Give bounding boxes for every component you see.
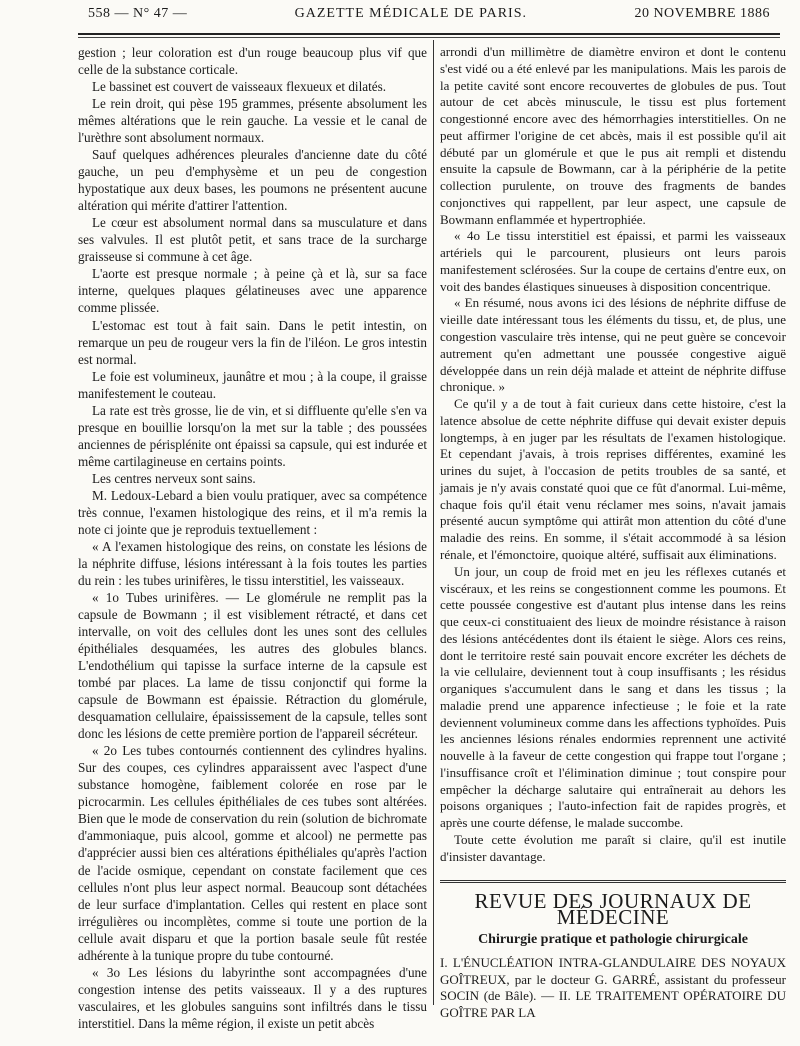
paragraph: « 4o Le tissu interstitiel est épaissi, et parmi les vaisseaux artériels qui le parcourent, plusieurs ont leurs parois manifestement sclérosées. Sur la coupe de certains d'entre eux, on voit des bandes élastiques sinueuses à disposition concentrique. — [440, 228, 786, 294]
left-column — [78, 44, 427, 1032]
issue-date: 20 NOVEMBRE 1886 — [634, 6, 770, 21]
column-divider — [433, 40, 434, 1005]
paragraph: L'aorte est presque normale ; à peine çà et là, sur sa face interne, quelques plaques gélatineuses avec une apparence comme plissée. — [78, 266, 427, 316]
paragraph: gestion ; leur coloration est d'un rouge beaucoup plus vif que celle de la substance corticale. — [78, 45, 427, 78]
paragraph: Le bassinet est couvert de vaisseaux flexueux et dilatés. — [92, 79, 387, 95]
section-title: REVUE DES JOURNAUX DE MÉDECINE — [474, 888, 752, 930]
paragraph: « 1o Tubes urinifères. — Le glomérule ne remplit pas la capsule de Bowmann ; il est visiblement rétracté, et dans cet intervalle, on voit des cellules dont les unes sont des cellules épithéliales desquamées, les autres des globules blancs. L'endothélium qui tapisse la surface interne de la capsule est tombé par places. La lame de tissu conjonctif qui forme la capsule de Bowmann est épaissie. Rétraction du glomérule, desquamation cellulaire, épaississement de la capsule, telles sont donc les lésions de cette première portion de l'appareil sécréteur. — [78, 590, 427, 742]
paragraph: Le cœur est absolument normal dans sa musculature et dans ses valvules. Il est plutôt petit, et sans trace de la surcharge graisseuse si commune à cet âge. — [78, 215, 427, 265]
paragraph: « A l'examen histologique des reins, on constate les lésions de la néphrite diffuse, lésions intéressant à la fois toutes les parties du rein : les tubes urinifères, le tissu interstitiel, les vaisseaux. — [78, 538, 427, 588]
header-rule-thin — [78, 37, 780, 38]
page-header — [88, 6, 770, 28]
paragraph: « 3o Les lésions du labyrinthe sont accompagnées d'une congestion intense des petits vaisseaux. Il y a des ruptures vasculaires, et les globules sanguins sont infiltrés dans le tissu interstitiel. Dans la même région, il existe un petit abcès — [78, 964, 427, 1031]
paragraph: Le rein droit, qui pèse 195 grammes, présente absolument les mêmes altérations que le rein gauche. La vessie et le canal de l'urèthre sont absolument normaux. — [78, 96, 427, 146]
section-subtitle: Chirurgie pratique et pathologie chirurgicale — [478, 932, 748, 948]
paragraph: M. Ledoux-Lebard a bien voulu pratiquer, avec sa compétence très connue, l'examen histologique des reins, et il m'a remis la note ci jointe que je reproduis textuellement : — [78, 487, 427, 537]
header-rule — [78, 33, 780, 35]
paragraph: L'estomac est tout à fait sain. Dans le petit intestin, on remarque un peu de rougeur vers la fin de l'iléon. Le gros intestin est normal. — [78, 317, 427, 367]
paragraph: Les centres nerveux sont sains. — [92, 470, 256, 486]
paragraph: « En résumé, nous avons ici des lésions de néphrite diffuse de vieille date intéressant tous les éléments du tissu, et, de plus, une congestion vasculaire très intense, qui ne peut guère se concevoir autrement qu'en admettant une poussée congestive aiguë développée dans un rein déjà malade et atteint de néphrite diffuse chronique. » — [440, 295, 786, 395]
paragraph: Sauf quelques adhérences pleurales d'ancienne date du côté gauche, un peu d'emphysème et un peu de congestion hypostatique aux deux bases, les poumons ne présentent aucune altération qui mérite d'attirer l'attention. — [78, 147, 427, 214]
right-column — [440, 44, 786, 1022]
section-separator — [440, 880, 786, 883]
paragraph: Le foie est volumineux, jaunâtre et mou ; à la coupe, il graisse manifestement le couteau. — [78, 368, 427, 401]
page-number: 558 — N° 47 — — [88, 6, 188, 21]
paragraph: arrondi d'un millimètre de diamètre environ et dont le contenu s'est vidé ou a été enlevé par les manipulations. Mais les parois de la petite cavité sont encore recouvertes de globules de pus. Tout autour de cet abcès minuscule, le tissu est plus fortement congestionné encore avec des hémorrhagies interstitielles. On ne peut affirmer l'origine de cet abcès, mais il est possible qu'il ait débuté par un glomérule et que le pus ait rempli et distendu ensuite la capsule de Bowmann, car à la périphérie de la petite collection purulente, on trouve des fragments de bandes conjonctives qui rappellent, par leur aspect, une capsule de Bowmann enflammée et hypertrophiée. — [440, 44, 786, 227]
journal-title: GAZETTE MÉDICALE DE PARIS. — [294, 6, 528, 21]
paragraph: Ce qu'il y a de tout à fait curieux dans cette histoire, c'est la latence absolue de cette néphrite diffuse qui devait exister depuis longtemps, à en juger par les résultats de l'examen histologique. Et cependant j'avais, à trois reprises différentes, examiné les urines du sujet, à l'occasion de petits troubles de sa santé, et jamais je n'y avais constaté quoi que ce fût d'anormal. Lui-même, chaque fois qu'il était venu réclamer mes soins, n'avait jamais présenté aucun symptôme qui attirât mon attention du côté d'une maladie des reins. En somme, il s'était accommodé à sa lésion rénale, et l'émonctoire, quoique altéré, suffisait aux éliminations. — [440, 396, 786, 562]
review-entry: I. L'ÉNUCLÉATION INTRA-GLANDULAIRE DES NOYAUX GOÎTREUX, par le docteur G. GARRÉ, assistant du professeur SOCIN (de Bâle). — II. LE TRAITEMENT OPÉRATOIRE DU GOÎTRE PAR LA — [440, 954, 786, 1021]
paragraph: La rate est très grosse, lie de vin, et si diffluente qu'elle s'en va presque en bouillie lorsqu'on la met sur la table ; des poussées anciennes de périsplénite ont épaissi sa capsule, qui est indurée et même cartilagineuse en certains points. — [78, 402, 427, 469]
paragraph: Un jour, un coup de froid met en jeu les réflexes cutanés et viscéraux, et les reins se congestionnent comme les poumons. Et cette poussée congestive est d'autant plus intense dans les reins que ceux-ci constituaient des lieux de moindre résistance à raison des lésions antécédentes dont ils étaient le siège. Alors ces reins, dont le territoire resté sain pouvait encore excréter les déchets de la vie cellulaire, deviennent tout à coup insuffisants ; les résidus organiques s'accumulent dans le sang et dans les tissus ; la maladie prend une apparence infectieuse ; le foie et la rate deviennent volumineux comme dans les affections typhoïdes. Puis les anciennes lésions rénales endormies reprennent une activité nouvelle à la faveur de cette congestion qui frappe tout l'organe ; l'insuffisance croît et l'élimination diminue ; tout conspire pour empêcher la décharge salutaire qui entraînerait au dehors les poisons organiques ; l'auto-infection fait de rapides progrès, et après une courte défense, le malade succombe. — [440, 563, 786, 831]
paragraph: « 2o Les tubes contournés contiennent des cylindres hyalins. Sur des coupes, ces cylindres apparaissent avec l'aspect d'une substance homogène, faiblement colorée en rose par le picrocarmin. Les cellules épithéliales de ces tubes sont altérées. Bien que le mode de conservation du rein (solution de bichromate d'ammoniaque, puis alcool, gomme et alcool) ne permette pas d'apprécier aussi bien ces altérations épithéliales qu'après l'action de l'acide osmique, cependant on constate facilement que ces cellules n'ont plus leur aspect normal. Beaucoup sont détachées de leur surface d'implantation. Celles qui restent en place sont irrégulières ou incomplètes, comme si toute une portion de la cellule avait disparu et que la portion basale seule fût restée adhérente à la tunique propre du tube contourné. — [78, 743, 427, 963]
paragraph: Toute cette évolution me paraît si claire, qu'il est inutile d'insister davantage. — [440, 831, 786, 864]
